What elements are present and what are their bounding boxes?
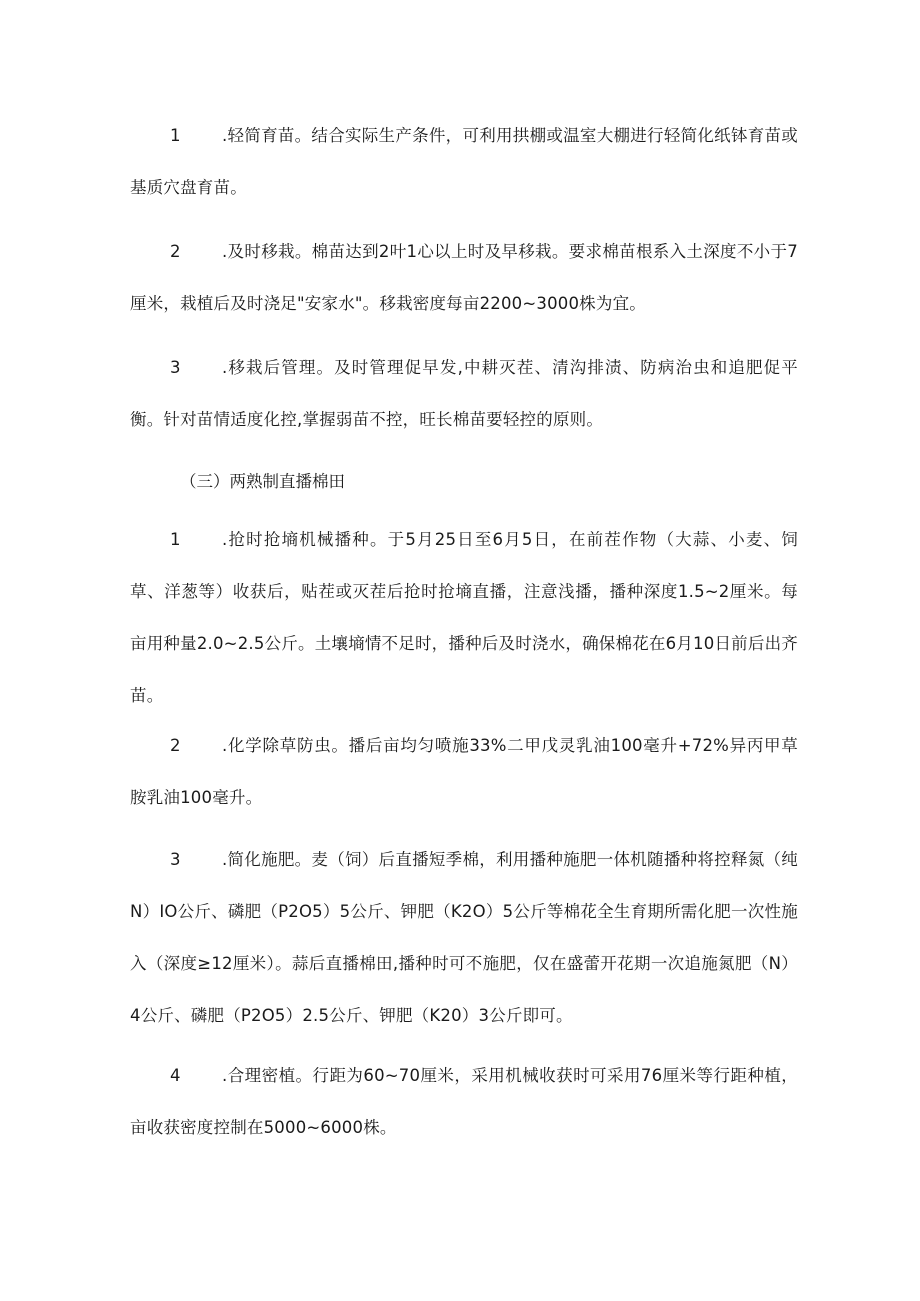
paragraph-2	[130, 226, 798, 330]
paragraph-5	[130, 720, 798, 824]
paragraph-text: .合理密植。行距为60~70厘米，采用机械收获时可采用76厘米等行距种植，亩收获密度控制在5000~6000株。	[130, 1066, 798, 1137]
paragraph-3	[130, 342, 798, 446]
paragraph-text: .化学除草防虫。播后亩均匀喷施33%二甲戊灵乳油100毫升+72%异丙甲草胺乳油100毫升。	[130, 736, 798, 807]
paragraph-text: .轻简育苗。结合实际生产条件，可利用拱棚或温室大棚进行轻简化纸钵育苗或基质穴盘育苗。	[130, 126, 798, 197]
paragraph-number: 2	[170, 736, 181, 755]
paragraph-1	[130, 110, 798, 214]
paragraph-number: 1	[170, 126, 181, 145]
paragraph-number: 1	[170, 530, 181, 549]
paragraph-text: .简化施肥。麦（饲）后直播短季棉，利用播种施肥一体机随播种将控释氮（纯N）IO公斤、磷肥（P2O5）5公斤、钾肥（K2O）5公斤等棉花全生育期所需化肥一次性施入（深度≥12厘米）。蒜后直播棉田,播种时可不施肥，仅在盛蕾开花期一次追施氮肥（N）4公斤、磷肥（P2O5）2.5公斤、钾肥（K20）3公斤即可。	[130, 850, 798, 1025]
paragraph-4	[130, 514, 798, 722]
paragraph-number: 3	[170, 850, 181, 869]
paragraph-text: .抢时抢墒机械播种。于5月25日至6月5日，在前茬作物（大蒜、小麦、饲草、洋葱等）收获后，贴茬或灭茬后抢时抢墒直播，注意浅播，播种深度1.5~2厘米。每亩用种量2.0~2.5公斤。土壤墒情不足时，播种后及时浇水，确保棉花在6月10日前后出齐苗。	[130, 530, 798, 705]
paragraph-7	[130, 1050, 798, 1154]
paragraph-6	[130, 834, 798, 1042]
paragraph-number: 3	[170, 358, 181, 377]
paragraph-text: .及时移栽。棉苗达到2叶1心以上时及早移栽。要求棉苗根系入土深度不小于7厘米，栽植后及时浇足"安家水"。移栽密度每亩2200~3000株为宜。	[130, 242, 798, 313]
section-heading: （三）两熟制直播棉田	[180, 472, 345, 491]
paragraph-text: .移栽后管理。及时管理促早发,中耕灭茬、清沟排渍、防病治虫和追肥促平衡。针对苗情适度化控,掌握弱苗不控，旺长棉苗要轻控的原则。	[130, 358, 798, 429]
paragraph-number: 2	[170, 242, 181, 261]
paragraph-number: 4	[170, 1066, 181, 1085]
